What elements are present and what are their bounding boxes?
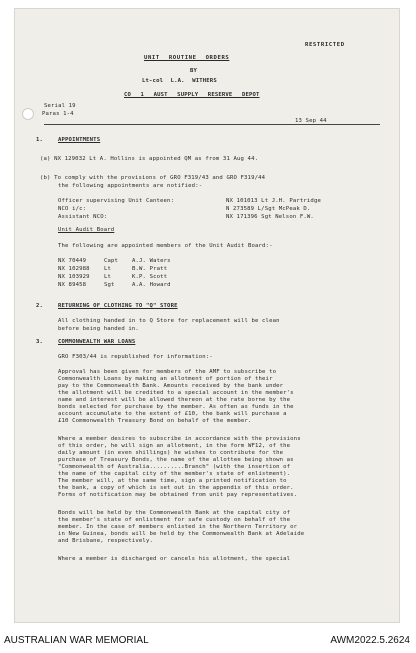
member-number: NX 89458 (58, 282, 87, 288)
member-name: A.A. Howard (132, 282, 171, 288)
text-line: the name of the capital city of the member's state of enlistment). (58, 471, 291, 477)
text-line: Where a member desires to subscribe in accordance with the provisions (58, 436, 301, 442)
section-3-intro: GRO F303/44 is republished for information:- (58, 354, 213, 360)
section-3-number: 3. (36, 339, 44, 345)
order-by: BY (190, 68, 198, 74)
assistant-nco-value: NX 171396 Sgt Nelson F.W. (226, 214, 314, 220)
text-line: Commonwealth Loans by making an allotment of portion of their (58, 376, 273, 382)
section-2-line1: All clothing handed in to Q Store for replacement will be clean (58, 318, 280, 324)
punch-hole (22, 108, 34, 120)
appointment-a: (a) NX 129032 Lt A. Hollins is appointed QM as from 31 Aug 44. (40, 156, 259, 162)
section-2-number: 2. (36, 303, 44, 309)
text-line: the member's state of enlistment for safe custody on behalf of the (58, 517, 291, 523)
member-rank: Lt (104, 266, 112, 272)
text-line: the bank, a copy of which is set out in the appendix of this order. (58, 485, 294, 491)
canteen-officer-value: NX 101013 Lt J.H. Partridge (226, 198, 321, 204)
text-line: in New Guinea, bonds will be held by the Commonwealth Bank at Adelaide (58, 531, 305, 537)
member-number: NX 102988 (58, 266, 90, 272)
text-line: pay to the Commonwealth Bank. Amounts received by the bank under (58, 383, 284, 389)
text-line: of this order, he will sign an allotment, in the form WF12, of the (58, 443, 291, 449)
section-1-heading: APPOINTMENTS (58, 137, 101, 143)
text-line: the allotment will be credited to a special account in the member's (58, 390, 294, 396)
text-line: "Commonwealth of Australia..........Branch" (with the insertion of (58, 464, 291, 470)
text-line: and Brisbane, respectively. (58, 538, 153, 544)
audit-board-heading: Unit Audit Board (58, 227, 115, 233)
paras-range: Paras 1-4 (42, 111, 74, 117)
member-number: NX 103929 (58, 274, 90, 280)
nco-label: NCO i/c: (58, 206, 87, 212)
assistant-nco-label: Assistant NCO: (58, 214, 108, 220)
section-2-line2: before being handed in. (58, 326, 139, 332)
archive-name: AUSTRALIAN WAR MEMORIAL (4, 635, 149, 646)
serial-number: Serial 19 (44, 103, 76, 109)
text-line: The member will, at the same time, sign a printed notification to (58, 478, 287, 484)
appointment-b-line1: (b) To comply with the provisions of GRO F319/43 and GRO F319/44 (40, 175, 266, 181)
member-name: K.P. Scott (132, 274, 168, 280)
text-line: Approval has been given for members of the AMF to subscribe to (58, 369, 277, 375)
member-rank: Lt (104, 274, 112, 280)
accession-number: AWM2022.5.2624 (330, 635, 410, 646)
member-name: A.J. Waters (132, 258, 171, 264)
section-1-number: 1. (36, 137, 44, 143)
header-rule (44, 124, 380, 125)
text-line: Bonds will be held by the Commonwealth Bank at the capital city of (58, 510, 291, 516)
text-line: daily amount (in even shillings) he wishes to contribute for the (58, 450, 284, 456)
unit-name: CO 1 AUST SUPPLY RESERVE DEPOT (124, 92, 260, 98)
audit-board-intro: The following are appointed members of the Unit Audit Board:- (58, 243, 273, 249)
member-number: NX 70449 (58, 258, 87, 264)
commanding-officer: Lt-col L.A. WITHERS (142, 78, 217, 84)
member-rank: Capt (104, 258, 119, 264)
appointment-b-line2: the following appointments are notified:- (58, 183, 203, 189)
text-line: £10 Commonwealth Treasury Bond on behalf of the member. (58, 418, 252, 424)
member-rank: Sgt (104, 282, 115, 288)
text-line: account accumulate to the extent of £10, the bank will purchase a (58, 411, 287, 417)
paragraph-4-start: Where a member is discharged or cancels his allotment, the special (58, 556, 291, 562)
nco-value: N 273589 L/Sgt McPeak D. (226, 206, 311, 212)
order-title: UNIT ROUTINE ORDERS (144, 55, 230, 61)
text-line: bonds selected for purchase by the member. As often as funds in the (58, 404, 294, 410)
section-3-heading: COMMONWEALTH WAR LOANS (58, 339, 136, 345)
member-name: B.W. Pratt (132, 266, 168, 272)
canteen-officer-label: Officer supervising Unit Canteen: (58, 198, 175, 204)
text-line: purchase of Treasury Bonds, the name of the allottee being shown as (58, 457, 294, 463)
text-line: Forms of notification may be obtained from unit pay representatives. (58, 492, 298, 498)
text-line: name and interest will be allowed thereon at the rate borne by the (58, 397, 291, 403)
text-line: member. In the case of members enlisted in the Northern Territory or (58, 524, 298, 530)
archive-footer (0, 628, 416, 653)
section-2-heading: RETURNING OF CLOTHING TO "Q" STORE (58, 303, 178, 309)
order-date: 13 Sep 44 (295, 118, 327, 124)
restricted-stamp: RESTRICTED (305, 42, 345, 48)
